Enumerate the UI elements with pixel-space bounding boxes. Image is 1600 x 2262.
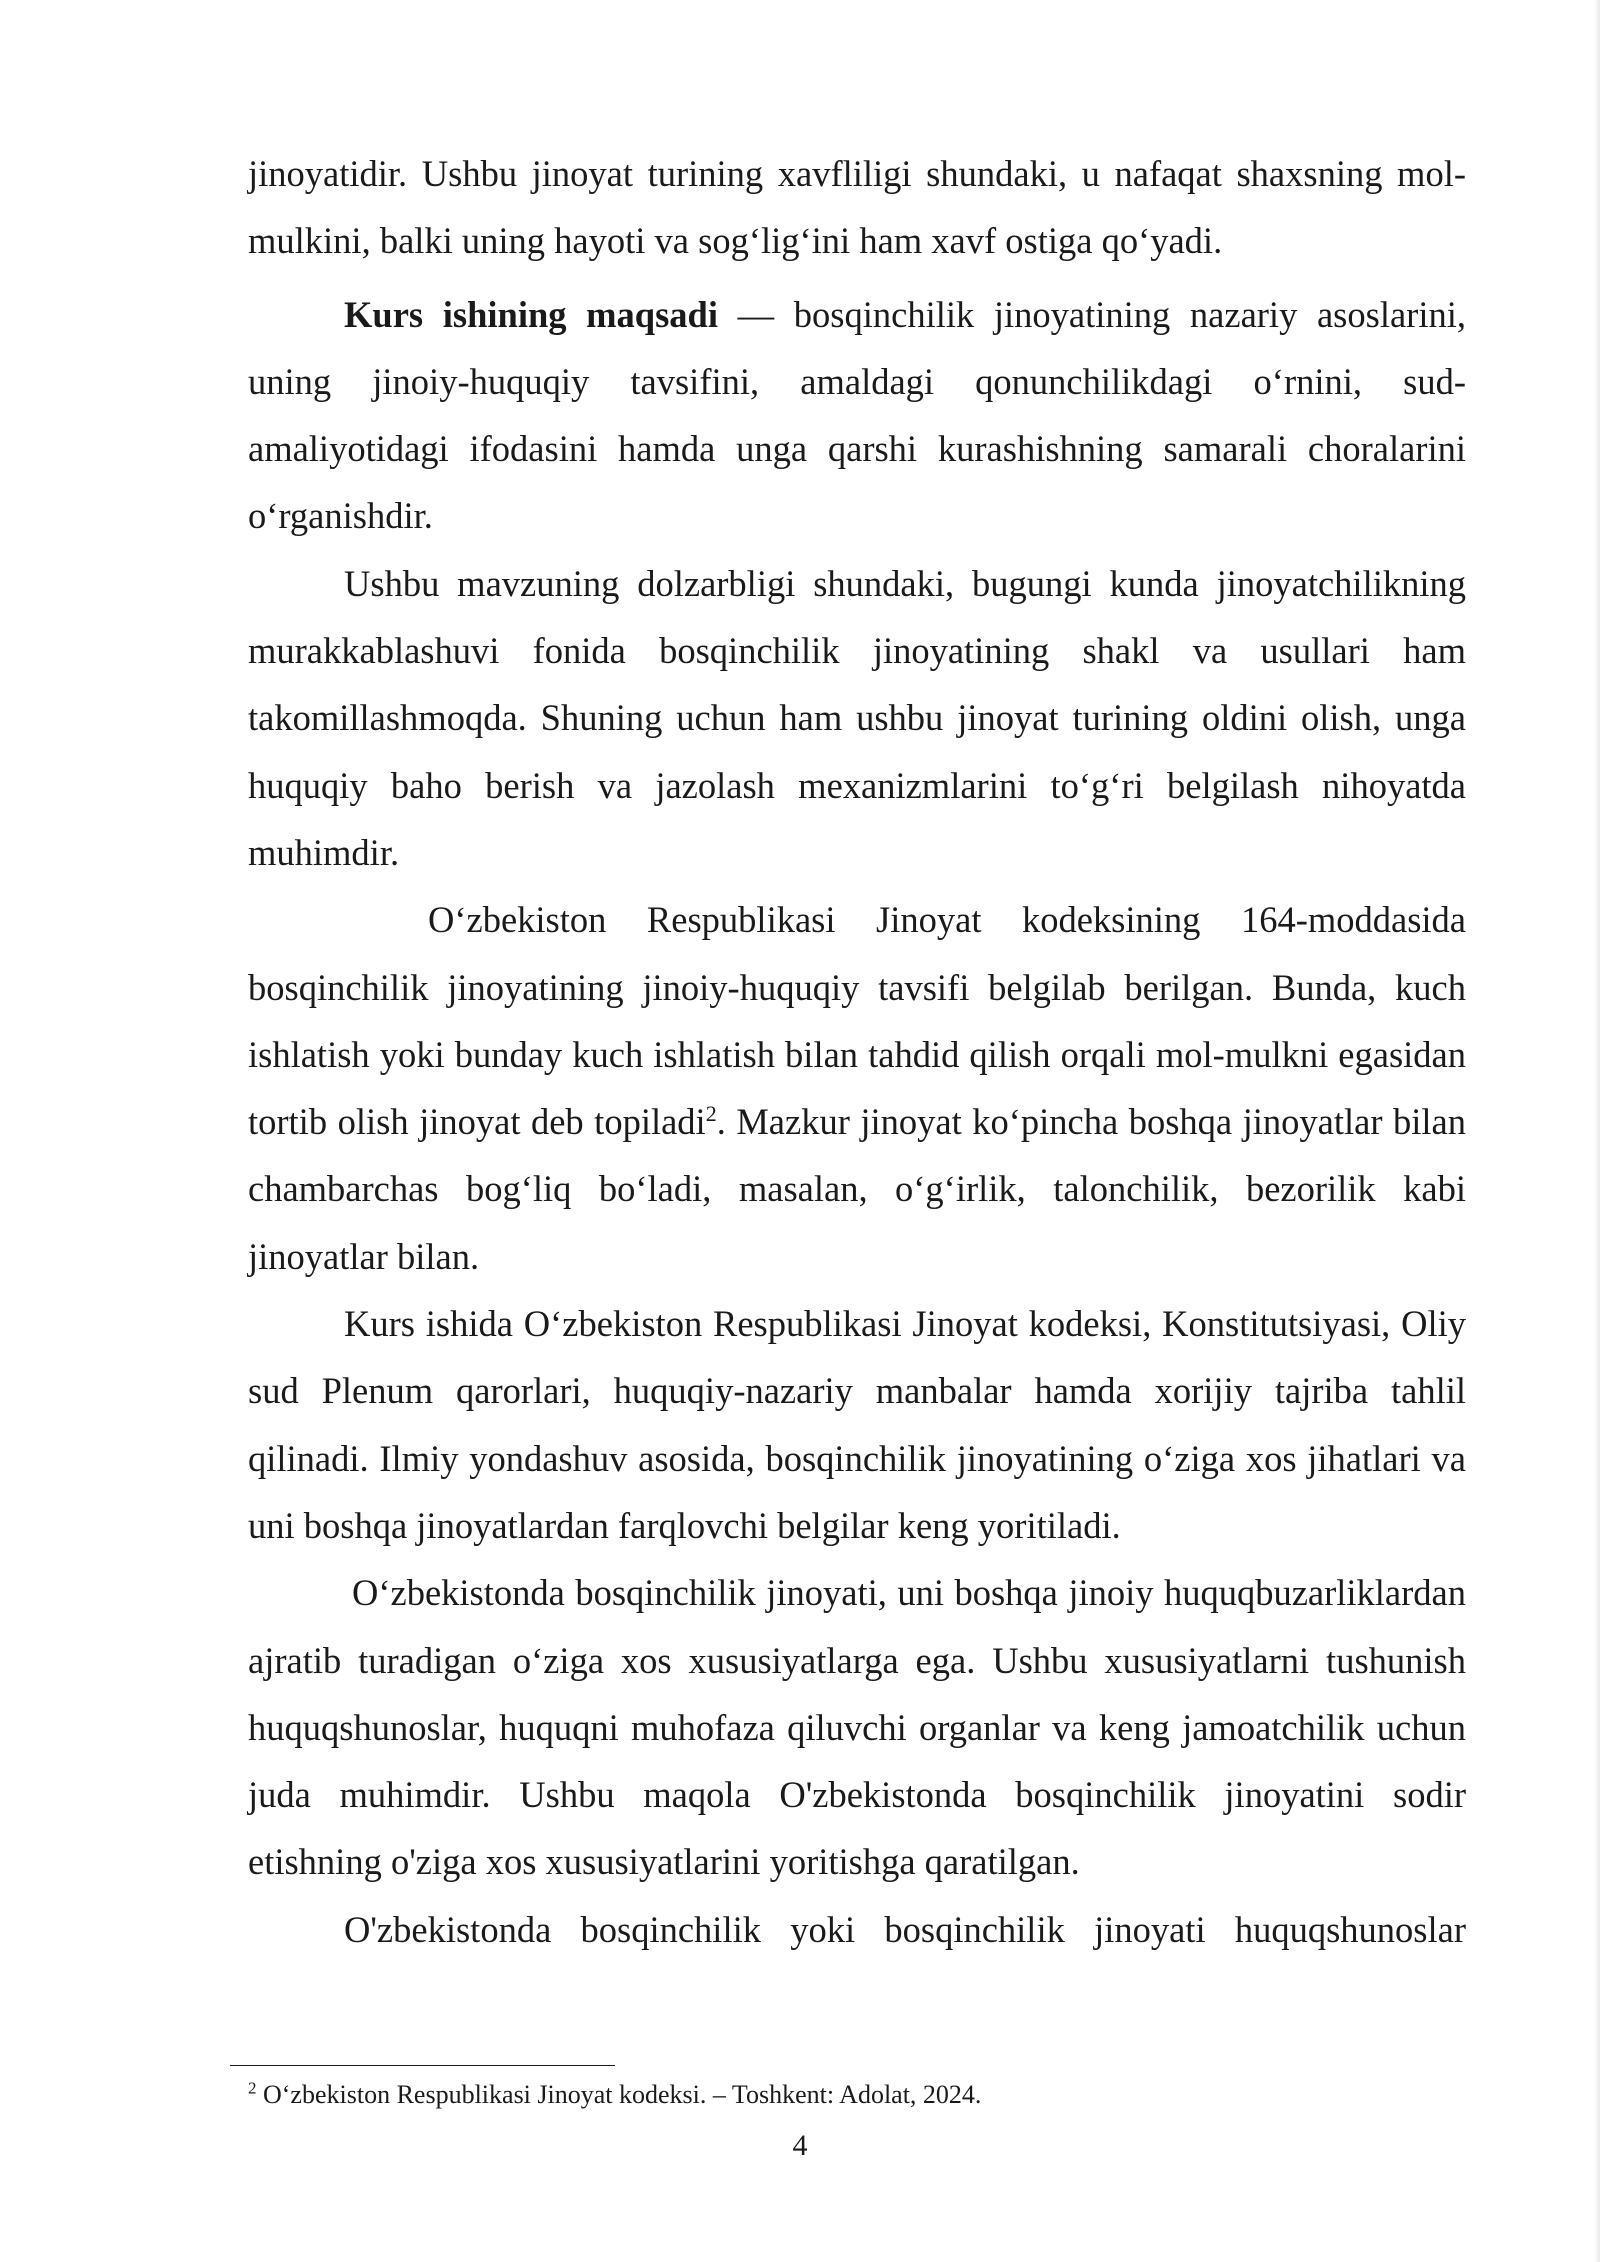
course-aim-text: — bosqinchilik jinoyatining nazariy asoslarini, uning jinoiy-huquqiy tavsifini, amaldagi qonunchilikdagi o‘rnini, sud-amaliyotidagi ifodasini hamda unga qarshi kurashishning samarali choralarini o‘rganishdir. bbox=[248, 293, 1466, 537]
page-number: 4 bbox=[792, 2129, 808, 2162]
footnote-reference[interactable]: 2 bbox=[705, 1101, 717, 1126]
paragraph-features: O‘zbekistonda bosqinchilik jinoyati, uni boshqa jinoiy huquqbuzarliklardan ajratib turadigan o‘ziga xos xususiyatlarga ega. Ushbu xususiyatlarni tushunish huquqshunoslar, huquqni muhofaza qiluvchi organlar va keng jamoatchilik uchun juda muhimdir. Ushbu maqola O'zbekistonda bosqinchilik jinoyatini sodir etishning o'ziga xos xususiyatlarini yoritishga qaratilgan. bbox=[248, 1572, 1466, 1883]
paragraph-course-aim bbox=[248, 281, 1466, 550]
paragraph-continuation: jinoyatidir. Ushbu jinoyat turining xavfliligi shundaki, u nafaqat shaxsning mol-mulkini, balki uning hayoti va sog‘lig‘ini ham xavf ostiga qo‘yadi. bbox=[248, 153, 1466, 262]
criminal-code-text-after: . Mazkur jinoyat ko‘pincha boshqa jinoyatlar bilan chambarchas bog‘liq bo‘ladi, masalan, o‘g‘irlik, talonchilik, bezorilik kabi jinoyatlar bilan. bbox=[248, 1101, 1466, 1277]
paragraph-course-scope: Kurs ishida O‘zbekiston Respublikasi Jinoyat kodeksi, Konstitutsiyasi, Oliy sud Plenum qarorlari, huquqiy-nazariy manbalar hamda xorijiy tajriba tahlil qilinadi. Ilmiy yondashuv asosida, bosqinchilik jinoyatining o‘ziga xos jihatlari va uni boshqa jinoyatlardan farqlovchi belgilar keng yoritiladi. bbox=[248, 1303, 1466, 1546]
footnote bbox=[248, 2078, 981, 2112]
footnote-number: 2 bbox=[248, 2078, 257, 2098]
footnote-separator bbox=[230, 2065, 615, 2066]
footnote-text: O‘zbekiston Respublikasi Jinoyat kodeksi. – Toshkent: Adolat, 2024. bbox=[256, 2080, 982, 2109]
page-edge-shadow bbox=[1594, 0, 1600, 2262]
paragraph-relevance: Ushbu mavzuning dolzarbligi shundaki, bugungi kunda jinoyatchilikning murakkablashuvi fonida bosqinchilik jinoyatining shakl va usullari ham takomillashmoqda. Shuning uchun ham ushbu jinoyat turining oldini olish, unga huquqiy baho berish va jazolash mexanizmlarini to‘g‘ri belgilash nihoyatda muhimdir. bbox=[248, 562, 1466, 873]
paragraph-criminal-code bbox=[248, 886, 1466, 1290]
course-aim-heading: Kurs ishining maqsadi bbox=[344, 293, 718, 335]
paragraph-final: O'zbekistonda bosqinchilik yoki bosqinchilik jinoyati huquqshunoslar bbox=[344, 1908, 1466, 1950]
criminal-code-text-before: O‘zbekiston Respublikasi Jinoyat kodeksining 164-moddasida bosqinchilik jinoyatining jinoiy-huquqiy tavsifi belgilab berilgan. Bunda, kuch ishlatish yoki bunday kuch ishlatish bilan tahdid qilish orqali mol-mulkni egasidan tortib olish jinoyat deb topiladi bbox=[248, 899, 1466, 1143]
document-body bbox=[248, 140, 1466, 1963]
